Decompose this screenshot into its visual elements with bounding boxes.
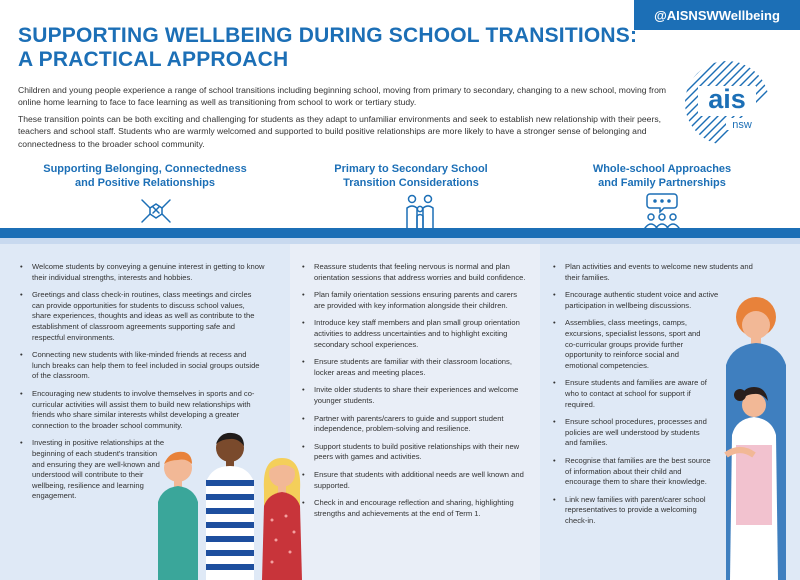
- column-2-heading: [306, 162, 516, 190]
- column-2-heading-line-1: Primary to Secondary School: [334, 163, 488, 175]
- family-icon: [400, 192, 440, 230]
- list-item: • Investing in positive relationships at the beginning of each student's transition and ensuring they are well-known and understood will contribute to their wellbeing, resilience and learning engagement.: [20, 438, 170, 502]
- column-2-heading-line-2: Transition Considerations: [343, 177, 479, 189]
- list-item: • Encourage authentic student voice and active participation in wellbeing discussions.: [553, 290, 758, 311]
- list-item: • Introduce key staff members and plan small group orientation activities to address uncertainties and to highlight exciting secondary school experiences.: [302, 318, 527, 350]
- list-item: • Link new families with parent/carer school representatives to provide a welcoming check-in.: [553, 495, 713, 527]
- list-item: • Ensure school procedures, processes and policies are well understood by students and families.: [553, 417, 713, 449]
- list-item: • Welcome students by conveying a genuine interest in getting to know their individual strengths, interests and hobbies.: [20, 262, 265, 283]
- list-item: • Partner with parents/carers to guide and support student independence, problem-solving and resilience.: [302, 414, 527, 435]
- group-chat-icon: [642, 192, 682, 230]
- column-1-heading-line-2: and Positive Relationships: [75, 177, 215, 189]
- intro-paragraph-1: Children and young people experience a range of school transitions including beginning school, moving from primary to secondary, changing to a new school, moving from online home learning to face to face learning as well as transitioning from school to work or tertiary study.: [18, 85, 667, 108]
- social-handle: @AISNSWWellbeing: [634, 0, 800, 30]
- hands-together-icon: [136, 192, 176, 230]
- list-item: • Reassure students that feeling nervous is normal and plan orientation sessions that address worries and build confidence.: [302, 262, 527, 283]
- column-1-heading: [40, 162, 250, 190]
- intro-paragraph-2: These transition points can be both exciting and challenging for students as they adapt to unfamiliar environments and seek to establish new relationship with their peers, teachers and school staff. Students who are warmly welcomed and supported to build positive relationships are more likely to have a stronger sense of belonging and connectedness to the broader school community.: [18, 113, 661, 149]
- divider-band: [0, 228, 800, 244]
- list-item: • Plan family orientation sessions ensuring parents and carers are provided with key information alongside their children.: [302, 290, 527, 311]
- column-3-heading: [557, 162, 767, 190]
- list-item: • Encouraging new students to involve themselves in sports and co-curricular activities will assist them to build new relationships with friends who share similar interests whilst developing a greater connection to the broader school community.: [20, 389, 265, 431]
- list-item: • Greetings and class check-in routines, class meetings and circles can provide opportunities for students to discuss school values, share experiences, thoughts and ideas as well as contribute to the establishment of classroom agreements supporting safe and respectful environments.: [20, 290, 265, 343]
- column-2-list: [302, 262, 527, 526]
- column-3-heading-line-1: Whole-school Approaches: [592, 163, 732, 175]
- column-1-heading-line-1: Supporting Belonging, Connectedness: [43, 163, 247, 175]
- list-item: • Ensure students and families are aware of who to contact at school for support if required.: [553, 378, 713, 410]
- intro-text: [18, 84, 678, 154]
- list-item: • Assemblies, class meetings, camps, excursions, specialist lessons, sport and co-curricular groups provide further opportunity to reinforce social and emotional competencies.: [553, 318, 713, 371]
- list-item: • Recognise that families are the best source of information about their child and encourage them to share their knowledge.: [553, 456, 713, 488]
- logo-text-nsw: nsw: [732, 119, 752, 131]
- list-item: • Plan activities and events to welcome new students and their families.: [553, 262, 758, 283]
- list-item: • Support students to build positive relationships with their new peers with games and activities.: [302, 442, 527, 463]
- column-3-heading-line-2: and Family Partnerships: [598, 177, 726, 189]
- logo-text-ais: ais: [708, 84, 746, 114]
- list-item: • Invite older students to share their experiences and welcome younger students.: [302, 385, 527, 406]
- title-line-2: A PRACTICAL APPROACH: [18, 48, 289, 71]
- list-item: • Ensure students are familiar with their classroom locations, locker areas and meeting places.: [302, 357, 527, 378]
- parent-child-illustration: [706, 295, 800, 580]
- ais-nsw-logo: [684, 60, 770, 146]
- list-item: • Ensure that students with additional needs are well known and supported.: [302, 470, 527, 491]
- list-item: • Check in and encourage reflection and sharing, highlighting strengths and achievements at the end of Term 1.: [302, 498, 527, 519]
- title-line-1: SUPPORTING WELLBEING DURING SCHOOL TRANSITIONS:: [18, 24, 638, 47]
- list-item: • Connecting new students with like-minded friends at recess and lunch breaks can help them to feel included in social groups outside of the classroom.: [20, 350, 265, 382]
- students-illustration: [150, 420, 310, 580]
- page-title: [18, 24, 658, 72]
